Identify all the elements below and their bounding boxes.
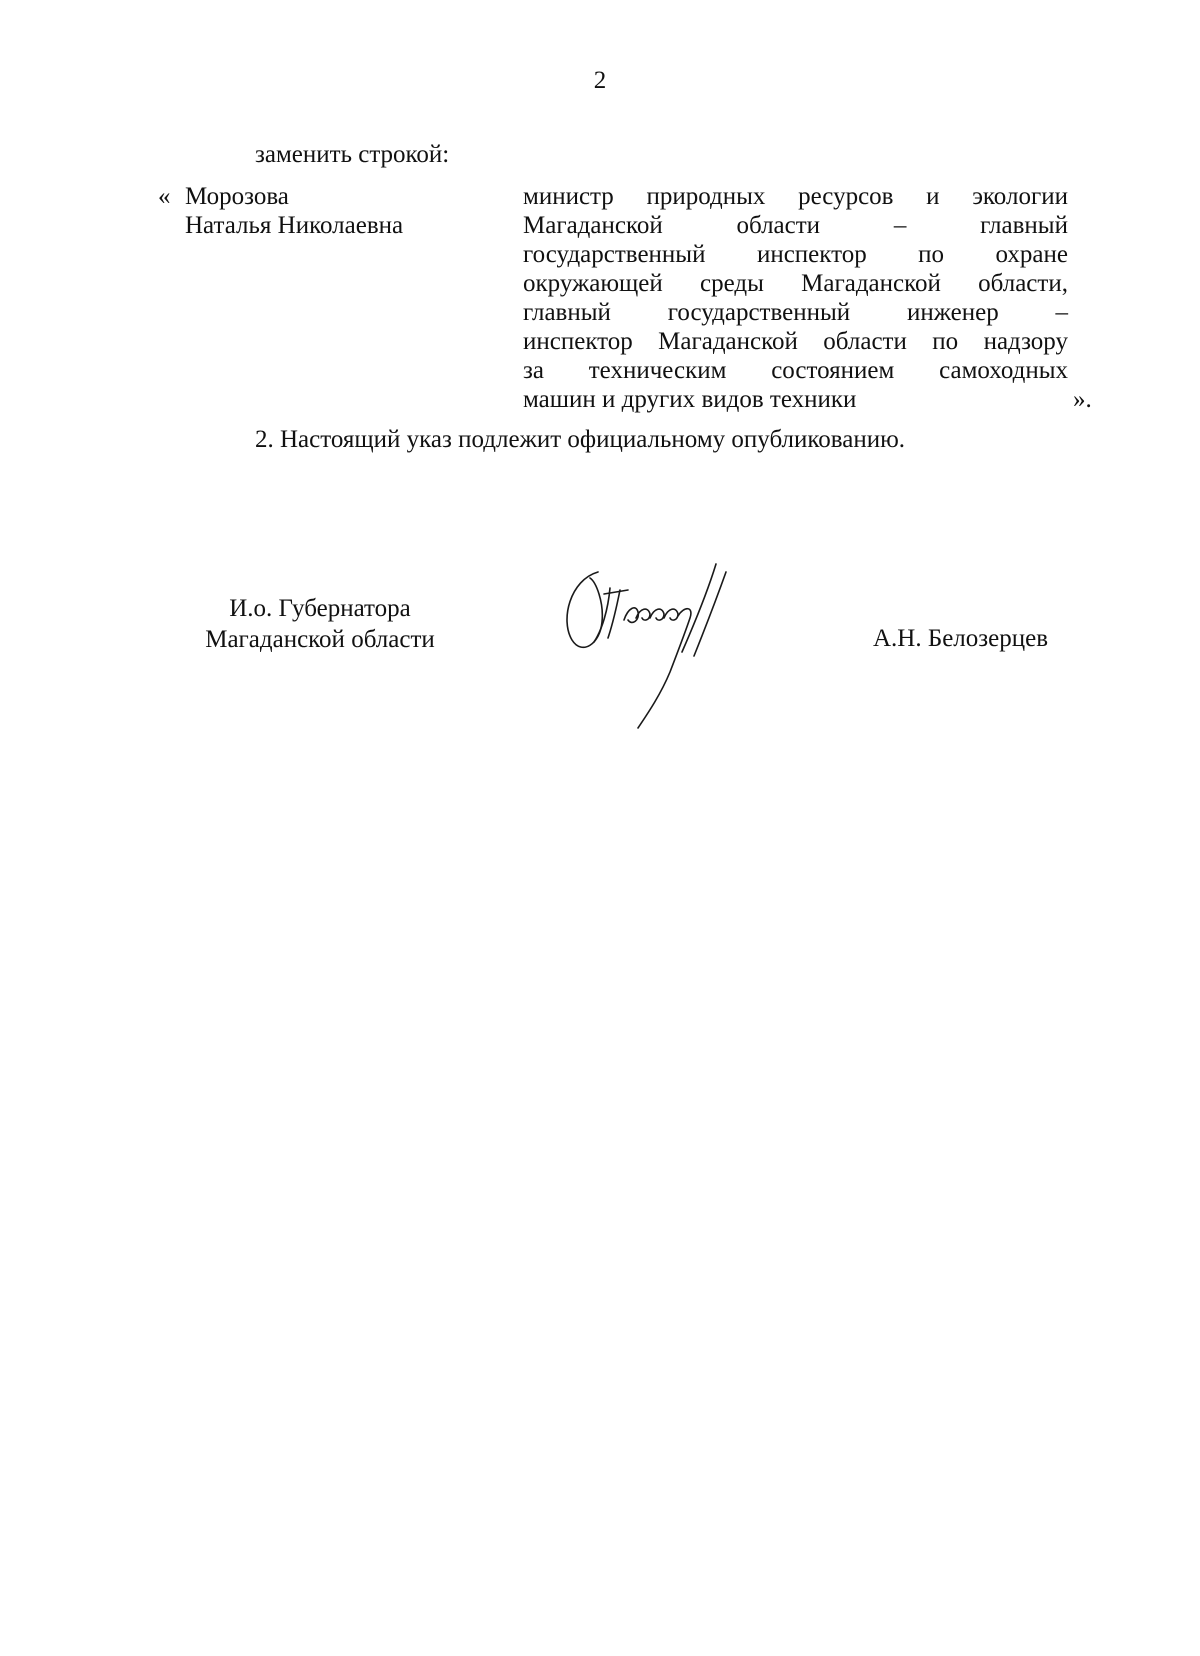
word: – [1055,299,1068,326]
page-number: 2 [593,67,607,94]
word: – [893,212,907,239]
word: самоходных [939,357,1068,384]
word: надзору [983,328,1068,355]
word: машин [523,386,596,413]
word: техническим [588,357,727,384]
word: главный [980,212,1068,239]
word: охране [995,241,1068,268]
signer-title-line-2: Магаданской области [205,626,435,653]
word: государственный [523,241,706,268]
word: главный [523,299,611,326]
word: государственный [667,299,851,326]
signer-name: А.Н. Белозерцев [873,625,1049,652]
person-name [185,182,403,240]
position-line [523,298,1068,327]
word: инспектор [523,328,633,355]
position-description [523,182,1068,414]
position-line [523,356,1068,385]
opening-quote: « [158,183,171,210]
word: за [523,357,544,384]
position-line [523,240,1068,269]
position-line [523,327,1068,356]
position-line [523,269,1068,298]
word: техники [769,386,857,413]
closing-quote: ». [1073,386,1092,413]
word: по [918,241,945,268]
position-line [523,385,1068,414]
item-2-text: 2. Настоящий указ подлежит официальному опубликованию. [255,426,906,453]
word: области [823,328,907,355]
position-line [523,182,1068,211]
word: области, [978,270,1068,297]
word: других [621,386,696,413]
word: инспектор [756,241,867,268]
word: состоянием [771,357,895,384]
word: ресурсов [798,183,894,210]
word: и [602,386,616,413]
word: экологии [972,183,1068,210]
person-given-names: Наталья Николаевна [185,212,404,239]
word: по [932,328,959,355]
word: Магаданской [801,270,941,297]
word: среды [700,270,764,297]
word: и [926,183,940,210]
word: окружающей [523,270,663,297]
handwritten-signature-icon [550,560,810,740]
person-surname: Морозова [185,183,289,210]
signer-title-line-1: И.о. Губернатора [229,595,411,622]
position-line [523,211,1068,240]
intro-text: заменить строкой: [255,141,450,168]
word: Магаданской [658,328,798,355]
word: видов [701,386,764,413]
word: области [736,212,821,239]
word: министр [523,183,614,210]
word: инженер [906,299,999,326]
word: природных [646,183,766,210]
signer-title [170,593,470,655]
word: Магаданской [523,212,663,239]
